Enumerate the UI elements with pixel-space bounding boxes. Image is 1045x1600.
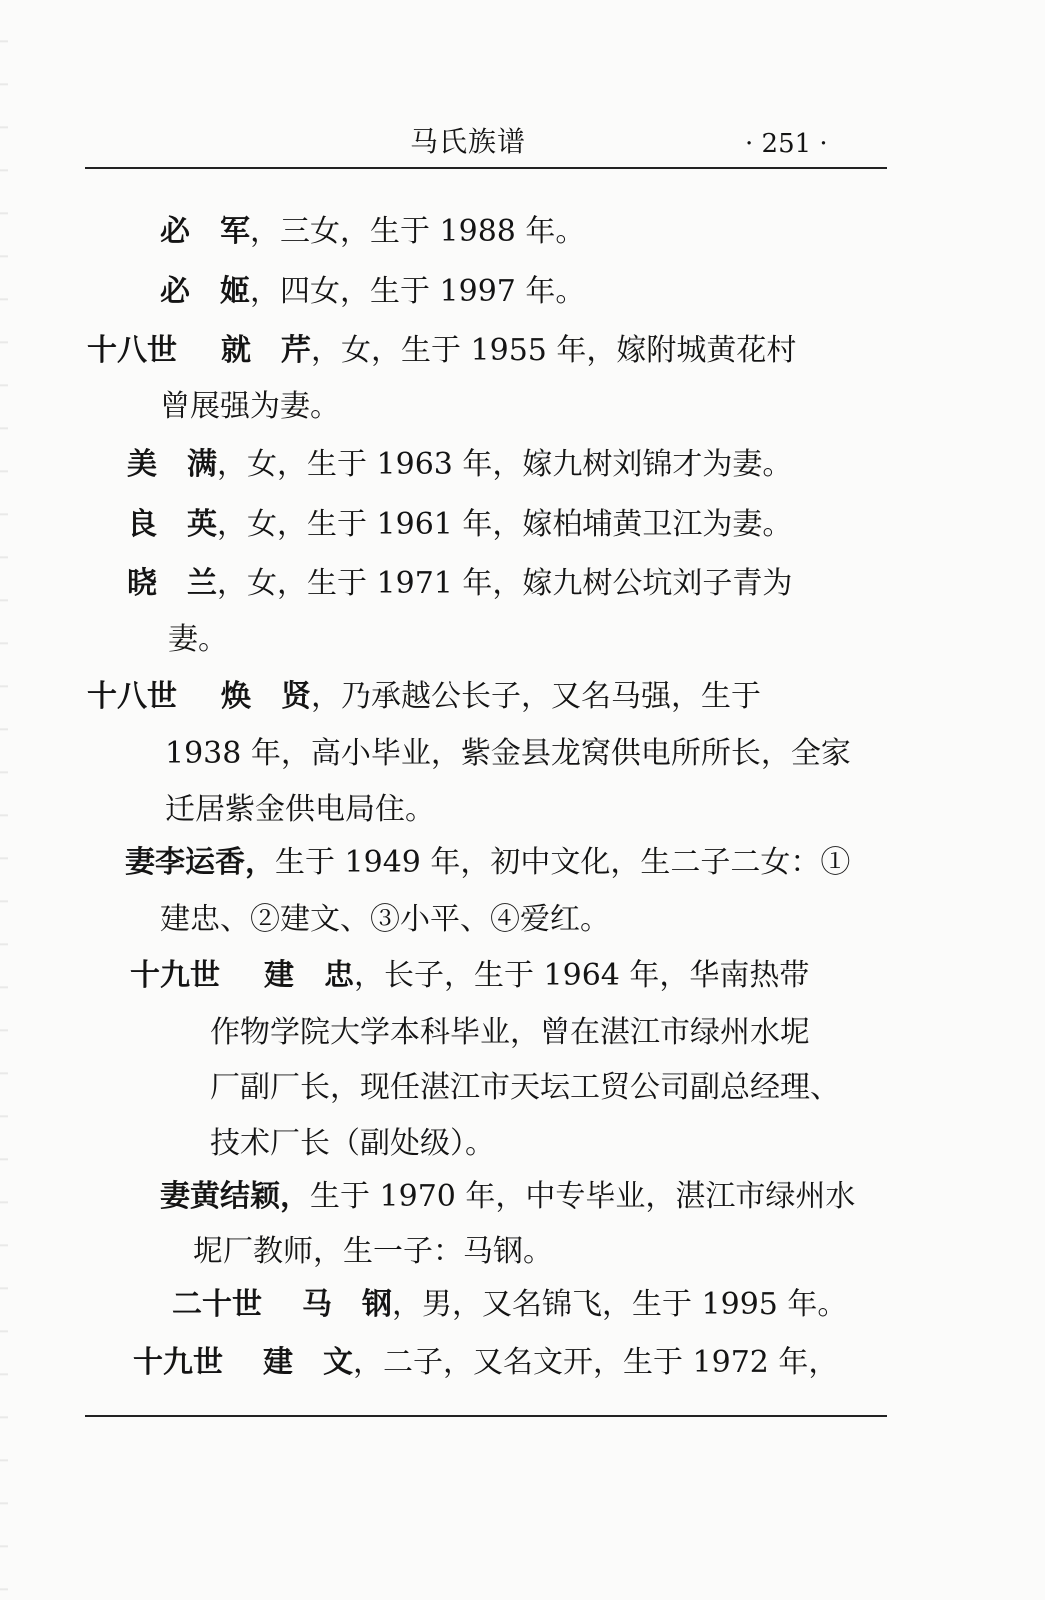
entry-text: 妻。 xyxy=(168,622,228,657)
entry-line xyxy=(160,212,585,252)
person-name: 晓 兰 xyxy=(127,566,217,601)
entry-text: 作物学院大学本科毕业，曾在湛江市绿州水坭 xyxy=(210,1015,810,1050)
spouse-name: 妻李运香， xyxy=(125,845,275,880)
entry-line xyxy=(165,734,851,774)
running-header-title: 马氏族谱 xyxy=(410,125,527,158)
person-name: 焕 贤 xyxy=(221,679,311,714)
entry-text: ，女，生于 1963 年，嫁九树刘锦才为妻。 xyxy=(217,447,793,482)
entry-text: 生于 1949 年，初中文化，生二子二女：① xyxy=(275,845,851,880)
generation-label: 十九世 xyxy=(133,1345,223,1380)
entry-text: 1938 年，高小毕业，紫金县龙窝供电所所长，全家 xyxy=(165,736,851,771)
entry-text: ，女，生于 1955 年，嫁附城黄花村 xyxy=(311,333,797,368)
entry-text: ，四女，生于 1997 年。 xyxy=(250,274,586,309)
entry-text: 坭厂教师，生一子：马钢。 xyxy=(193,1234,553,1269)
entry-text: ，男，又名锦飞，生于 1995 年。 xyxy=(392,1287,848,1322)
person-name: 就 芹 xyxy=(221,333,311,368)
person-name: 良 英 xyxy=(127,507,217,542)
entry-line xyxy=(210,1013,810,1053)
page-edge-shadow xyxy=(0,0,8,1600)
person-name: 必 姬 xyxy=(160,274,250,309)
person-name: 建 忠 xyxy=(264,958,354,993)
spouse-name: 妻黄结颖， xyxy=(160,1179,310,1214)
person-name: 马 钢 xyxy=(302,1287,392,1322)
entry-line xyxy=(172,1285,847,1325)
entry-line xyxy=(168,620,228,660)
entry-line xyxy=(210,1068,840,1108)
entry-line xyxy=(160,387,340,427)
page-number: · 251 · xyxy=(745,129,828,159)
entry-text: 生于 1970 年，中专毕业，湛江市绿州水 xyxy=(310,1179,856,1214)
entry-text: ，长子，生于 1964 年，华南热带 xyxy=(354,958,810,993)
entry-line xyxy=(160,900,610,940)
entry-text: ，女，生于 1961 年，嫁柏埔黄卫江为妻。 xyxy=(217,507,793,542)
entry-line xyxy=(127,505,792,545)
entry-text: ，二子，又名文开，生于 1972 年， xyxy=(353,1345,839,1380)
entry-line xyxy=(127,564,792,604)
entry-line xyxy=(127,445,792,485)
generation-label: 十八世 xyxy=(87,679,177,714)
entry-line xyxy=(87,331,796,371)
entry-line xyxy=(165,790,435,830)
entry-line xyxy=(193,1232,553,1272)
generation-label: 二十世 xyxy=(172,1287,262,1322)
entry-text: ，乃承越公长子，又名马强，生于 xyxy=(311,679,761,714)
entry-text: 建忠、②建文、③小平、④爱红。 xyxy=(160,902,610,937)
entry-line xyxy=(130,956,809,996)
entry-line xyxy=(133,1343,838,1383)
entry-text: ，三女，生于 1988 年。 xyxy=(250,214,586,249)
entry-line xyxy=(87,677,761,717)
entry-text: 迁居紫金供电局住。 xyxy=(165,792,435,827)
entry-text: 厂副厂长，现任湛江市天坛工贸公司副总经理、 xyxy=(210,1070,840,1105)
person-name: 必 军 xyxy=(160,214,250,249)
entry-text: ，女，生于 1971 年，嫁九树公坑刘子青为 xyxy=(217,566,793,601)
generation-label: 十八世 xyxy=(87,333,177,368)
entry-line xyxy=(210,1124,495,1164)
person-name: 美 满 xyxy=(127,447,217,482)
entry-line xyxy=(160,1177,855,1217)
entry-text: 技术厂长（副处级）。 xyxy=(210,1126,495,1161)
footer-rule xyxy=(85,1415,887,1417)
entry-line xyxy=(160,272,585,312)
entry-text: 曾展强为妻。 xyxy=(160,389,340,424)
entry-line xyxy=(125,843,850,883)
header-rule xyxy=(85,167,887,169)
generation-label: 十九世 xyxy=(130,958,220,993)
person-name: 建 文 xyxy=(263,1345,353,1380)
